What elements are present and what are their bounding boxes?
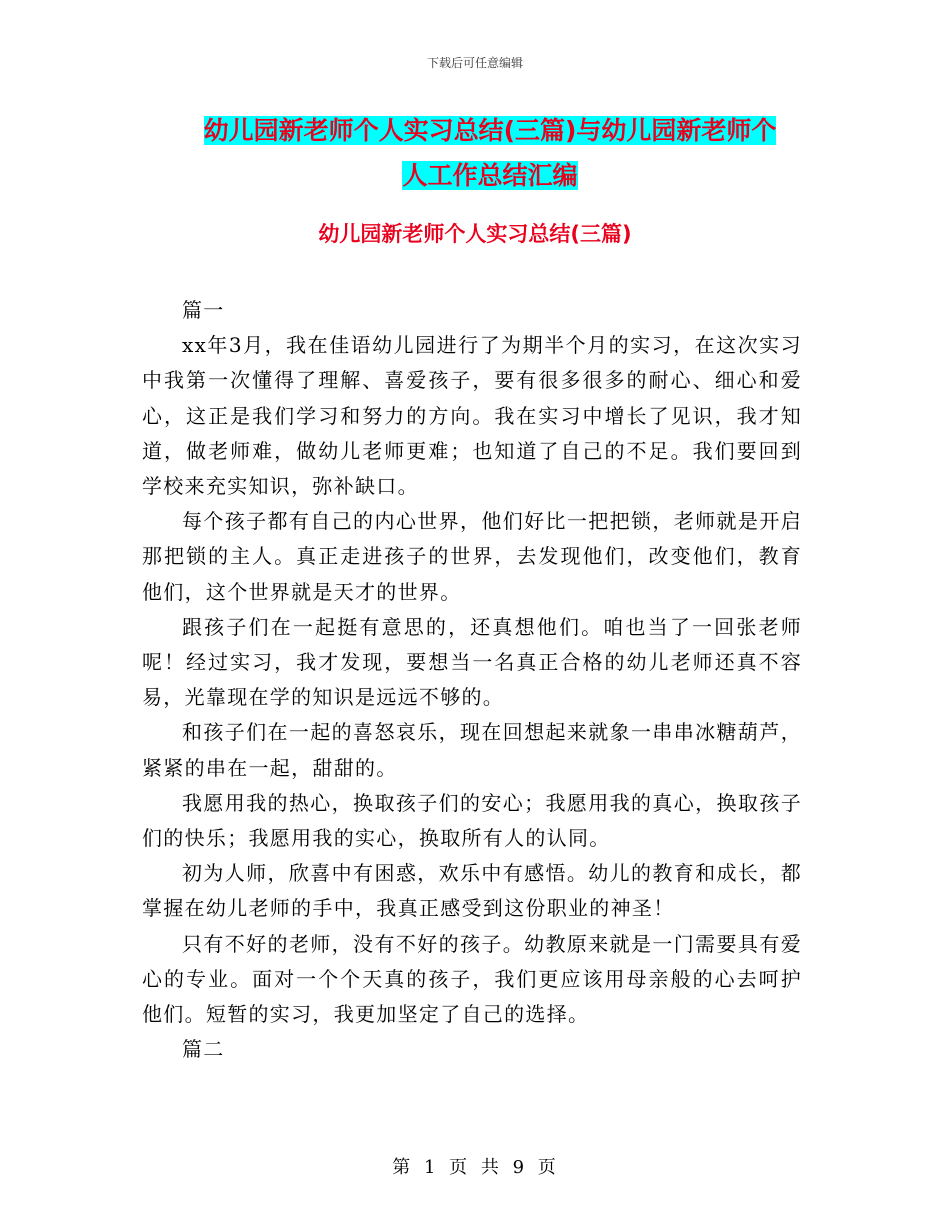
paragraph-heading-1: 篇一 [182,298,225,322]
document-title [140,108,840,198]
page-number: 第 1 页 共 9 页 [392,1157,558,1178]
section-title: 幼儿园新老师个人实习总结(三篇) [318,222,632,246]
paragraph: 和孩子们在一起的喜怒哀乐，现在回想起来就象一串串冰糖葫芦，紧紧的串在一起，甜甜的。 [142,720,802,780]
paragraph: 只有不好的老师，没有不好的孩子。幼教原来就是一门需要具有爱心的专业。面对一个个天真的孩子，我们更应该用母亲般的心去呵护他们。短暂的实习，我更加坚定了自己的选择。 [142,931,802,1027]
paragraph: 初为人师，欣喜中有困惑，欢乐中有感悟。幼儿的教育和成长，都掌握在幼儿老师的手中，我真正感受到这份职业的神圣！ [142,861,802,921]
document-body [142,293,802,1067]
document-title-line-2: 人工作总结汇编 [402,161,578,190]
document-title-line-1: 幼儿园新老师个人实习总结(三篇)与幼儿园新老师个 [203,116,777,145]
page-header-note: 下载后可任意编辑 [426,56,523,70]
paragraph: 我愿用我的热心，换取孩子们的安心；我愿用我的真心，换取孩子们的快乐；我愿用我的实心，换取所有人的认同。 [142,790,802,851]
paragraph-heading-2: 篇二 [182,1037,225,1062]
paragraph: xx年3月，我在佳语幼儿园进行了为期半个月的实习，在这次实习中我第一次懂得了理解、喜爱孩子，要有很多很多的耐心、细心和爱心，这正是我们学习和努力的方向。我在实习中增长了见识，我才知道，做老师难，做幼儿老师更难；也知道了自己的不足。我们要回到学校来充实知识，弥补缺口。 [142,333,802,499]
paragraph: 每个孩子都有自己的内心世界，他们好比一把把锁，老师就是开启那把锁的主人。真正走进孩子的世界，去发现他们，改变他们，教育他们，这个世界就是天才的世界。 [142,509,802,604]
paragraph: 跟孩子们在一起挺有意思的，还真想他们。咱也当了一回张老师呢！经过实习，我才发现，要想当一名真正合格的幼儿老师还真不容易，光靠现在学的知识是远远不够的。 [142,614,802,710]
